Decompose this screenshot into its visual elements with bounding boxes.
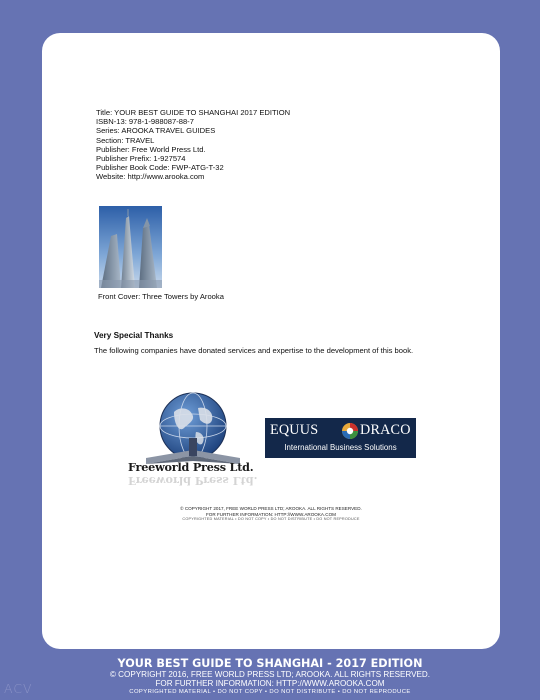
equus-draco-logo — [265, 418, 416, 458]
footer-copyright-line1: © COPYRIGHT 2016, FREE WORLD PRESS LTD; AROOKA. ALL RIGHTS RESERVED. — [109, 670, 431, 679]
meta-book-code: Publisher Book Code: FWP-ATG-T-32 — [96, 163, 224, 173]
equus-subtitle: International Business Solutions — [284, 443, 397, 452]
document-page — [42, 33, 500, 649]
meta-title: Title: YOUR BEST GUIDE TO SHANGHAI 2017 EDITION — [96, 108, 291, 117]
book-metadata — [96, 108, 290, 182]
meta-website: Website: http://www.arooka.com — [96, 172, 205, 182]
page-copyright-line3: COPYRIGHTED MATERIAL • DO NOT COPY • DO NOT DISTRIBUTE • DO NOT REPRODUCE — [182, 517, 360, 522]
thanks-text: The following companies have donated services and expertise to the development of this book. — [94, 346, 414, 355]
meta-prefix: Publisher Prefix: 1-927574 — [96, 154, 186, 164]
equus-draco-emblem-icon — [341, 422, 359, 440]
meta-section: Section: TRAVEL — [96, 135, 155, 145]
freeworld-press-name: Freeworld Press Ltd. — [128, 460, 254, 474]
meta-series: Series: AROOKA TRAVEL GUIDES — [96, 126, 216, 136]
footer-copyright-line2: FOR FURTHER INFORMATION: HTTP://WWW.AROOKA.COM — [155, 679, 385, 689]
page-copyright-line2: FOR FURTHER INFORMATION: HTTP://WWW.AROOKA.COM — [206, 511, 336, 517]
page-copyright — [42, 506, 500, 522]
page-copyright-line1: © COPYRIGHT 2017, FREE WORLD PRESS LTD; AROOKA. ALL RIGHTS RESERVED. — [180, 506, 362, 511]
thanks-heading: Very Special Thanks — [94, 331, 174, 340]
equus-left-word: EQUUS — [270, 422, 319, 438]
meta-isbn: ISBN-13: 978-1-988087-88-7 — [96, 117, 194, 127]
meta-publisher: Publisher: Free World Press Ltd. — [96, 144, 206, 154]
footer-copyright — [0, 670, 540, 689]
footer-title: YOUR BEST GUIDE TO SHANGHAI - 2017 EDITION — [117, 657, 423, 670]
cover-photo — [99, 206, 162, 288]
freeworld-press-reflection: Freeworld Press Ltd. — [128, 474, 258, 488]
equus-right-word: DRACO — [360, 422, 411, 438]
watermark-text: ACV — [4, 681, 33, 696]
footer-notice: COPYRIGHTED MATERIAL • DO NOT COPY • DO NOT DISTRIBUTE • DO NOT REPRODUCE — [129, 689, 411, 695]
cover-caption: Front Cover: Three Towers by Arooka — [98, 292, 224, 301]
